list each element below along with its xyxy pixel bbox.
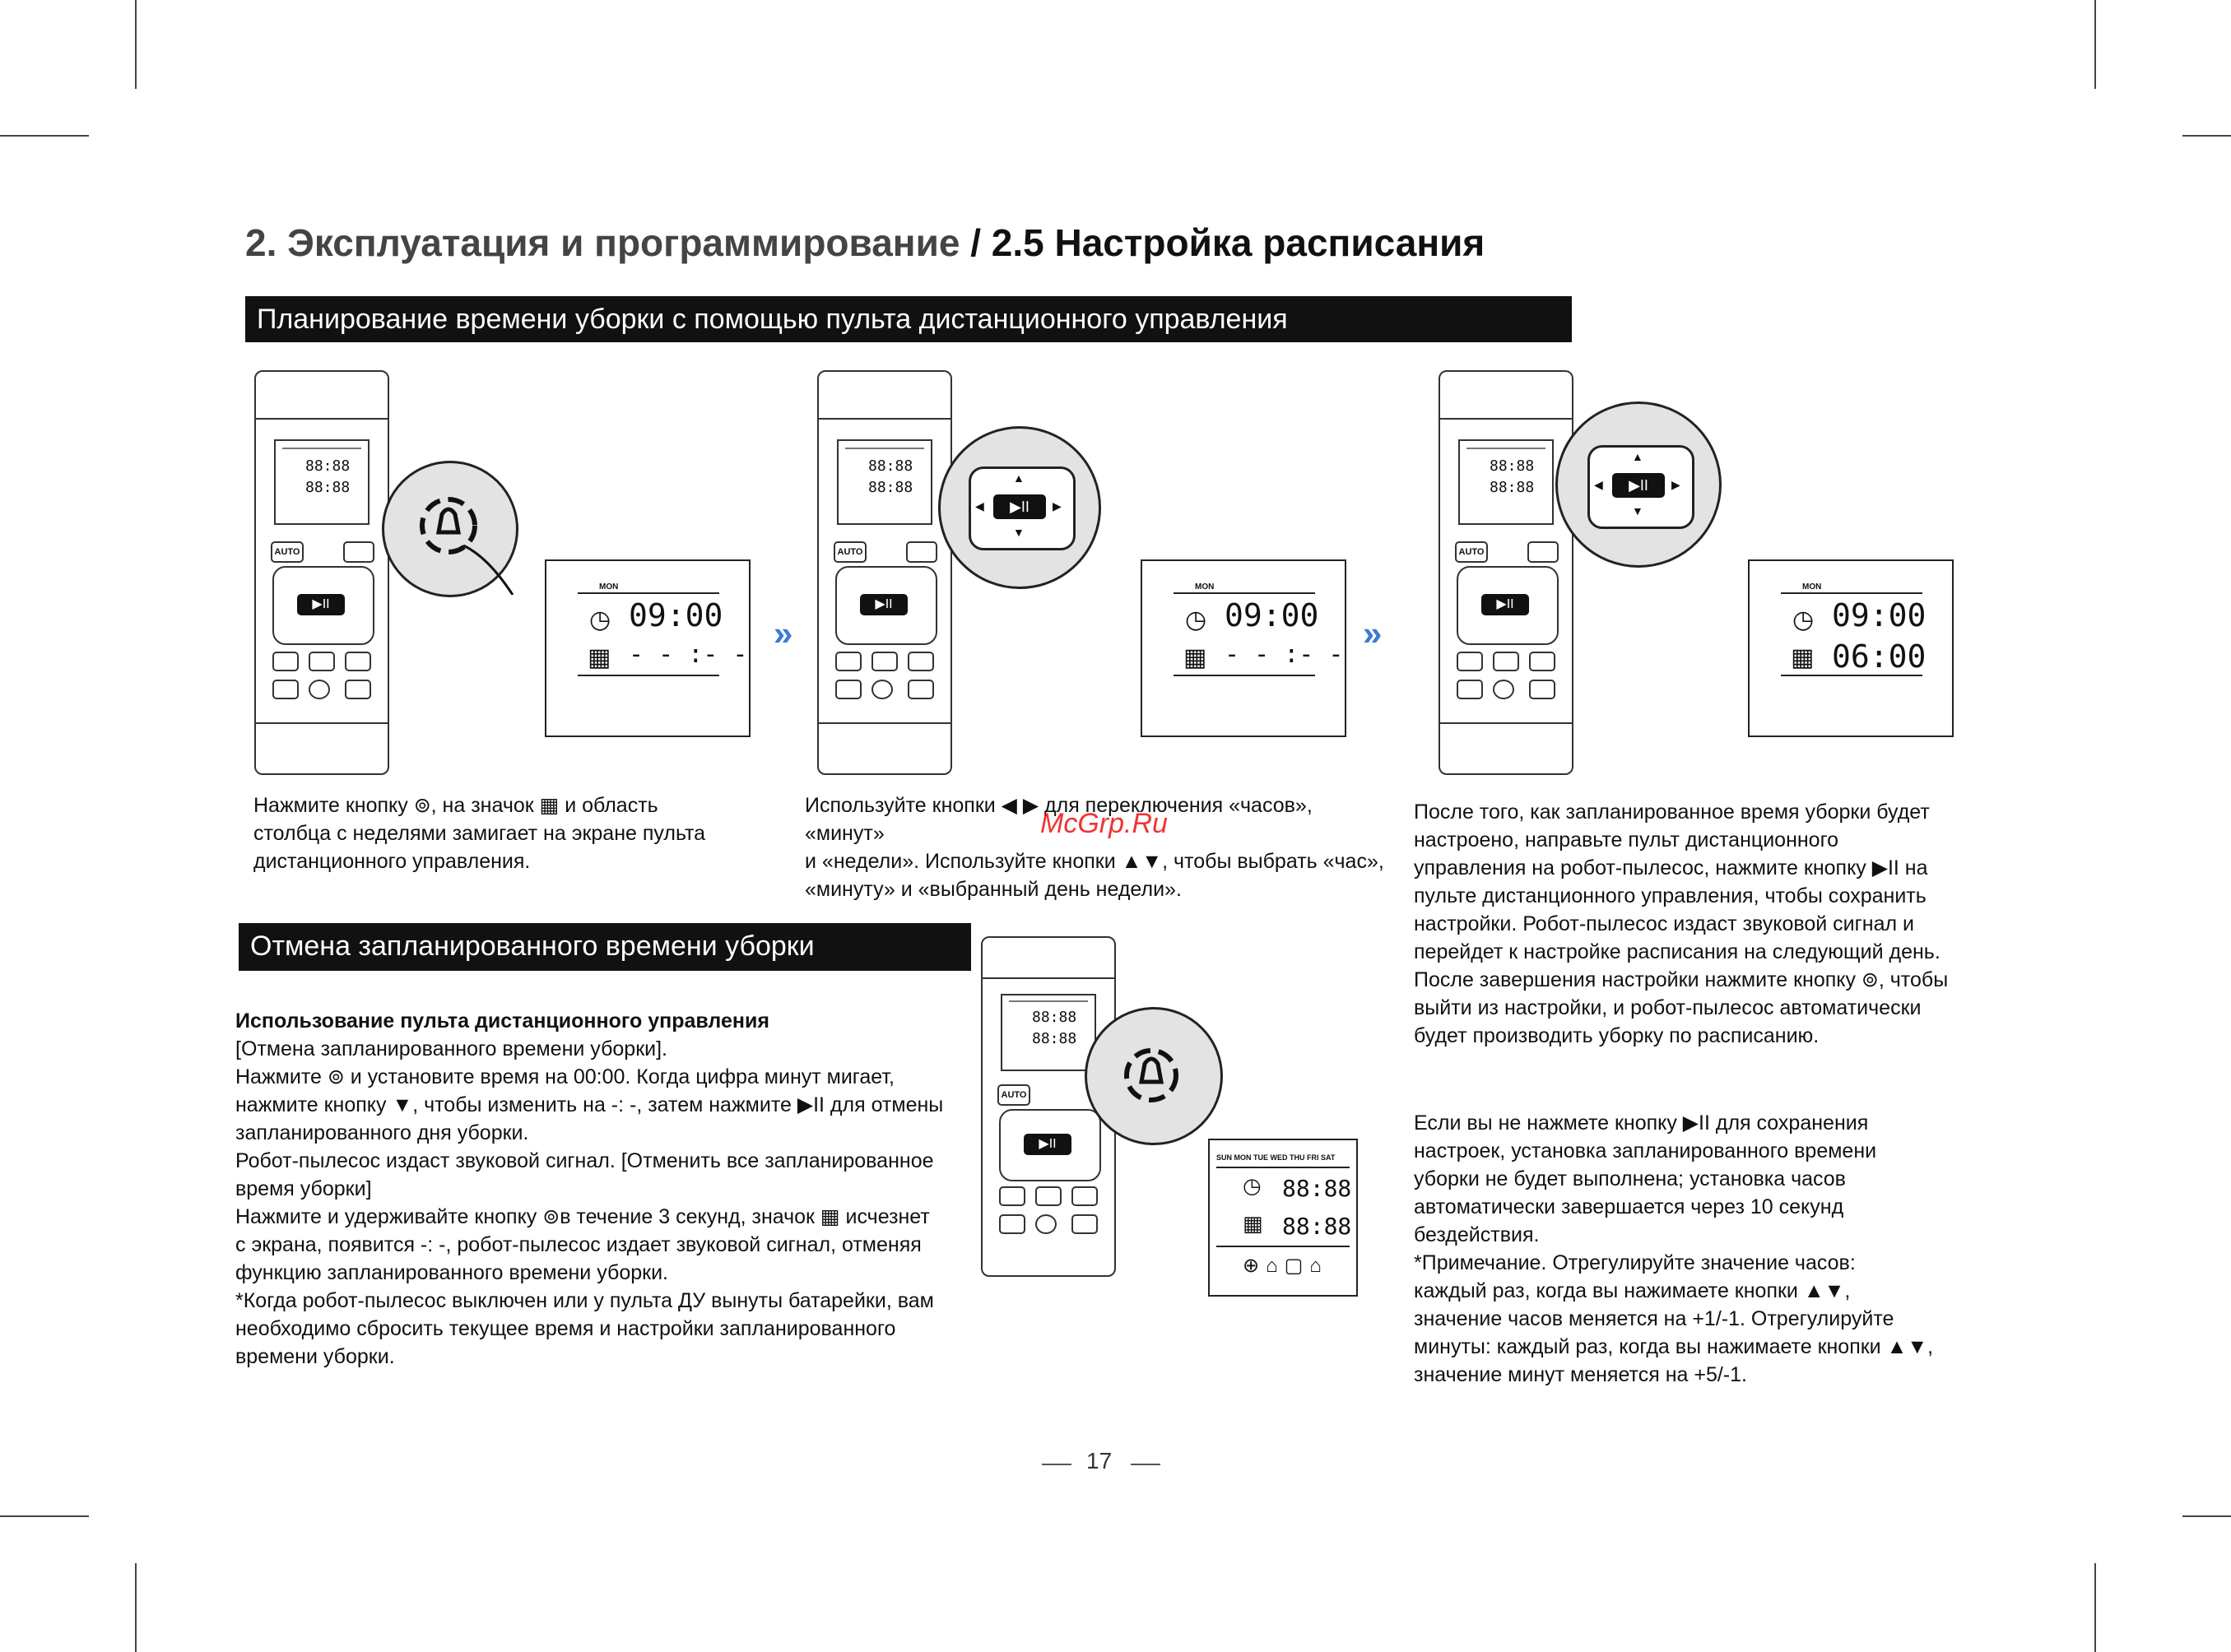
arrow-left-icon: ◀ xyxy=(1594,478,1603,491)
page-number-rule xyxy=(1042,1464,1071,1465)
remote-divider xyxy=(256,418,388,420)
remote-divider xyxy=(256,722,388,724)
remote-small-button xyxy=(1035,1214,1057,1234)
clock-icon: ◷ xyxy=(1243,1173,1262,1198)
title-separator: / xyxy=(960,221,992,264)
text-line: автоматически завершается через 10 секунд xyxy=(1414,1195,1844,1218)
text-line: и «недели». Используйте кнопки ▲▼, чтобы выбрать «час», xyxy=(805,850,1384,873)
remote-small-button xyxy=(1071,1186,1098,1206)
remote-screen xyxy=(1458,439,1554,525)
display-line xyxy=(1781,592,1922,594)
display-time: 09:00 xyxy=(629,597,723,633)
calendar-clock-icon: ▦ xyxy=(1183,644,1207,671)
text-line: «минуту» и «выбранный день недели». xyxy=(805,878,1182,901)
remote-control-illustration xyxy=(817,370,952,775)
remote-small-button xyxy=(1457,652,1483,671)
next-arrow: » xyxy=(1363,614,1383,652)
remote-screen-digits: 88:88 xyxy=(305,479,351,496)
watermark: McGrp.Ru xyxy=(1040,808,1168,839)
remote-screen-line xyxy=(845,448,924,457)
display-step3 xyxy=(1748,559,1954,737)
mode-icons: ⊕⌂▢⌂ xyxy=(1243,1255,1328,1277)
display-day: MON xyxy=(599,582,619,592)
text-line: значение минут меняется на +5/-1. xyxy=(1414,1363,1747,1386)
remote-control-illustration xyxy=(1439,370,1573,775)
display-schedule: 06:00 xyxy=(1832,638,1927,675)
remote-home-button xyxy=(343,541,374,563)
remote-play-button: ▶II xyxy=(297,594,345,615)
calendar-clock-icon: ▦ xyxy=(1791,644,1815,671)
remote-screen-digits: 88:88 xyxy=(1490,457,1535,475)
remote-small-button xyxy=(272,680,299,699)
remote-home-button xyxy=(1527,541,1559,563)
remote-small-button xyxy=(908,680,934,699)
clock-icon: ◷ xyxy=(1792,606,1815,633)
arrow-down-icon: ▼ xyxy=(1013,526,1025,539)
remote-home-button xyxy=(906,541,937,563)
text-line: пульте дистанционного управления, чтобы сохранить xyxy=(1414,884,1927,907)
remote-small-button xyxy=(908,652,934,671)
remote-small-button xyxy=(835,652,862,671)
remote-small-button xyxy=(871,652,898,671)
remote-small-button xyxy=(1529,680,1555,699)
crop-mark xyxy=(2182,135,2231,137)
text-line: Если вы не нажмете кнопку ▶II для сохранения xyxy=(1414,1111,1869,1135)
text-line: Робот-пылесос издаст звуковой сигнал. [Отменить все запланированное xyxy=(235,1149,934,1172)
text-line: Нажмите кнопку ⊚, на значок ▦ и область xyxy=(253,794,658,817)
display-day: MON xyxy=(1195,582,1215,592)
step3-text xyxy=(1414,798,2006,1050)
text-line: времени уборки. xyxy=(235,1345,395,1368)
text-line: функцию запланированного времени уборки. xyxy=(235,1261,668,1284)
display-step2 xyxy=(1141,559,1346,737)
display-line xyxy=(578,592,719,594)
text-line: столбца с неделями замигает на экране пульта xyxy=(253,822,706,845)
text-line: Используйте кнопки ◀ ▶ для переключения «часов», «минут» xyxy=(805,794,1313,845)
remote-small-button xyxy=(1529,652,1555,671)
schedule-button-icon xyxy=(1087,1009,1220,1143)
text-line: настроено, направьте пульт дистанционного xyxy=(1414,828,1839,852)
remote-divider xyxy=(983,977,1114,979)
remote-small-button xyxy=(835,680,862,699)
calendar-clock-icon: ▦ xyxy=(1243,1211,1263,1236)
text-line: будет производить уборку по расписанию. xyxy=(1414,1024,1820,1047)
display-line xyxy=(1216,1167,1350,1168)
zoom-circle-schedule-button xyxy=(382,461,518,597)
remote-screen-line xyxy=(1466,448,1545,457)
remote-small-button xyxy=(272,652,299,671)
display-full-segments xyxy=(1208,1139,1358,1297)
remote-small-button xyxy=(309,652,335,671)
title-sub: 2.5 Настройка расписания xyxy=(991,221,1485,264)
arrow-left-icon: ◀ xyxy=(975,499,984,513)
crop-mark xyxy=(0,135,89,137)
remote-small-button xyxy=(1071,1214,1098,1234)
arrow-up-icon: ▲ xyxy=(1632,450,1643,463)
remote-divider xyxy=(819,418,950,420)
page-number: 17 xyxy=(1086,1448,1113,1473)
remote-control-illustration xyxy=(254,370,389,775)
remote-screen-digits: 88:88 xyxy=(1032,1030,1077,1047)
crop-mark xyxy=(135,1563,137,1652)
text-line: перейдет к настройке расписания на следующий день. xyxy=(1414,940,1941,963)
remote-small-button xyxy=(345,652,371,671)
calendar-clock-icon: ▦ xyxy=(588,644,611,671)
next-arrow: » xyxy=(774,614,793,652)
crop-mark xyxy=(2094,1563,2096,1652)
text-line: *Примечание. Отрегулируйте значение часов: xyxy=(1414,1251,1856,1274)
text-line: После завершения настройки нажмите кнопку ⊚, чтобы xyxy=(1414,968,1949,991)
remote-screen-digits: 88:88 xyxy=(868,457,913,475)
remote-auto-button: AUTO xyxy=(1455,541,1488,563)
text-line: настройки. Робот-пылесос издаст звуковой сигнал и xyxy=(1414,912,1914,935)
dpad-play-button: ▶II xyxy=(993,494,1046,519)
display-line xyxy=(1216,1246,1350,1247)
remote-play-button: ▶II xyxy=(860,594,908,615)
display-step1 xyxy=(545,559,751,737)
zoom-circle-schedule-button xyxy=(1085,1007,1223,1145)
remote-divider xyxy=(1440,722,1572,724)
display-time: 09:00 xyxy=(1832,597,1927,633)
remote-auto-button: AUTO xyxy=(271,541,304,563)
clock-icon: ◷ xyxy=(589,606,611,633)
text-line: бездействия. xyxy=(1414,1223,1540,1246)
remote-screen-digits: 88:88 xyxy=(305,457,351,475)
text-line: каждый раз, когда вы нажимаете кнопки ▲▼, xyxy=(1414,1279,1851,1302)
text-line: настроек, установка запланированного времени xyxy=(1414,1139,1877,1162)
note-text xyxy=(1414,1109,2006,1389)
remote-screen-digits: 88:88 xyxy=(1490,479,1535,496)
text-line: минуты: каждый раз, когда вы нажимаете кнопки ▲▼, xyxy=(1414,1335,1934,1358)
display-day: MON xyxy=(1802,582,1822,592)
arrow-right-icon: ▶ xyxy=(1671,478,1680,491)
text-line: Нажмите и удерживайте кнопку ⊚в течение 3 секунд, значок ▦ исчезнет xyxy=(235,1205,930,1228)
display-line xyxy=(578,675,719,676)
cancel-subheading: Использование пульта дистанционного управления xyxy=(235,1009,769,1032)
remote-small-button xyxy=(1493,652,1519,671)
section-heading-schedule: Планирование времени уборки с помощью пульта дистанционного управления xyxy=(245,296,1572,342)
text-line: с экрана, появится -: -, робот-пылесос издает звуковой сигнал, отменяя xyxy=(235,1233,922,1256)
display-schedule: 88:88 xyxy=(1282,1213,1352,1240)
remote-screen-digits: 88:88 xyxy=(868,479,913,496)
remote-screen xyxy=(1001,994,1096,1071)
page-title xyxy=(245,220,1485,265)
clock-icon: ◷ xyxy=(1185,606,1207,633)
arrow-down-icon: ▼ xyxy=(1632,504,1643,517)
remote-divider xyxy=(819,722,950,724)
crop-mark xyxy=(0,1515,89,1517)
remote-auto-button: AUTO xyxy=(834,541,867,563)
remote-small-button xyxy=(345,680,371,699)
crop-mark xyxy=(2094,0,2096,89)
text-line: Нажмите ⊚ и установите время на 00:00. Когда цифра минут мигает, xyxy=(235,1065,895,1088)
zoom-circle-dpad xyxy=(938,426,1101,589)
text-line: выйти из настройки, и робот-пылесос автоматически xyxy=(1414,996,1922,1019)
text-line: уборки не будет выполнена; установка часов xyxy=(1414,1167,1846,1190)
display-line xyxy=(1174,675,1315,676)
display-schedule: - - :- - xyxy=(1225,640,1344,669)
crop-mark xyxy=(2182,1515,2231,1517)
dpad-play-button: ▶II xyxy=(1612,473,1665,498)
week-row: SUN MON TUE WED THU FRI SAT xyxy=(1216,1153,1336,1162)
remote-small-button xyxy=(999,1186,1025,1206)
remote-screen-line xyxy=(282,448,361,457)
remote-small-button xyxy=(999,1214,1025,1234)
arrow-up-icon: ▲ xyxy=(1013,471,1025,485)
remote-small-button xyxy=(1457,680,1483,699)
text-line: необходимо сбросить текущее время и настройки запланированного xyxy=(235,1317,896,1340)
text-line: нажмите кнопку ▼, чтобы изменить на -: -, затем нажмите ▶II для отмены xyxy=(235,1093,944,1116)
remote-small-button xyxy=(871,680,893,699)
remote-small-button xyxy=(309,680,330,699)
display-time: 88:88 xyxy=(1282,1175,1352,1202)
display-line xyxy=(1174,592,1315,594)
remote-play-button: ▶II xyxy=(1024,1134,1071,1155)
remote-small-button xyxy=(1493,680,1514,699)
text-line: [Отмена запланированного времени уборки]. xyxy=(235,1037,667,1060)
text-line: значение часов меняется на +1/-1. Отрегулируйте xyxy=(1414,1307,1894,1330)
remote-small-button xyxy=(1035,1186,1062,1206)
text-line: дистанционного управления. xyxy=(253,850,531,873)
display-schedule: - - :- - xyxy=(629,640,748,669)
text-line: запланированного дня уборки. xyxy=(235,1121,529,1144)
remote-auto-button: AUTO xyxy=(997,1084,1030,1106)
arrow-right-icon: ▶ xyxy=(1053,499,1062,513)
page-number-rule xyxy=(1131,1464,1160,1465)
schedule-button-icon xyxy=(384,463,516,595)
zoom-circle-play-button xyxy=(1555,401,1722,568)
remote-screen xyxy=(837,439,932,525)
remote-play-button: ▶II xyxy=(1481,594,1529,615)
text-line: время уборки] xyxy=(235,1177,372,1200)
display-time: 09:00 xyxy=(1225,597,1319,633)
remote-screen xyxy=(274,439,370,525)
remote-screen-digits: 88:88 xyxy=(1032,1009,1077,1026)
remote-divider xyxy=(1440,418,1572,420)
title-main: 2. Эксплуатация и программирование xyxy=(245,221,960,264)
cancel-text xyxy=(235,1007,976,1371)
section-heading-cancel: Отмена запланированного времени уборки xyxy=(239,923,971,971)
text-line: *Когда робот-пылесос выключен или у пульта ДУ вынуты батарейки, вам xyxy=(235,1289,934,1312)
display-line xyxy=(1781,675,1922,676)
text-line: После того, как запланированное время уборки будет xyxy=(1414,800,1930,824)
crop-mark xyxy=(135,0,137,89)
text-line: управления на робот-пылесос, нажмите кнопку ▶II на xyxy=(1414,856,1928,879)
step1-text xyxy=(253,791,747,875)
